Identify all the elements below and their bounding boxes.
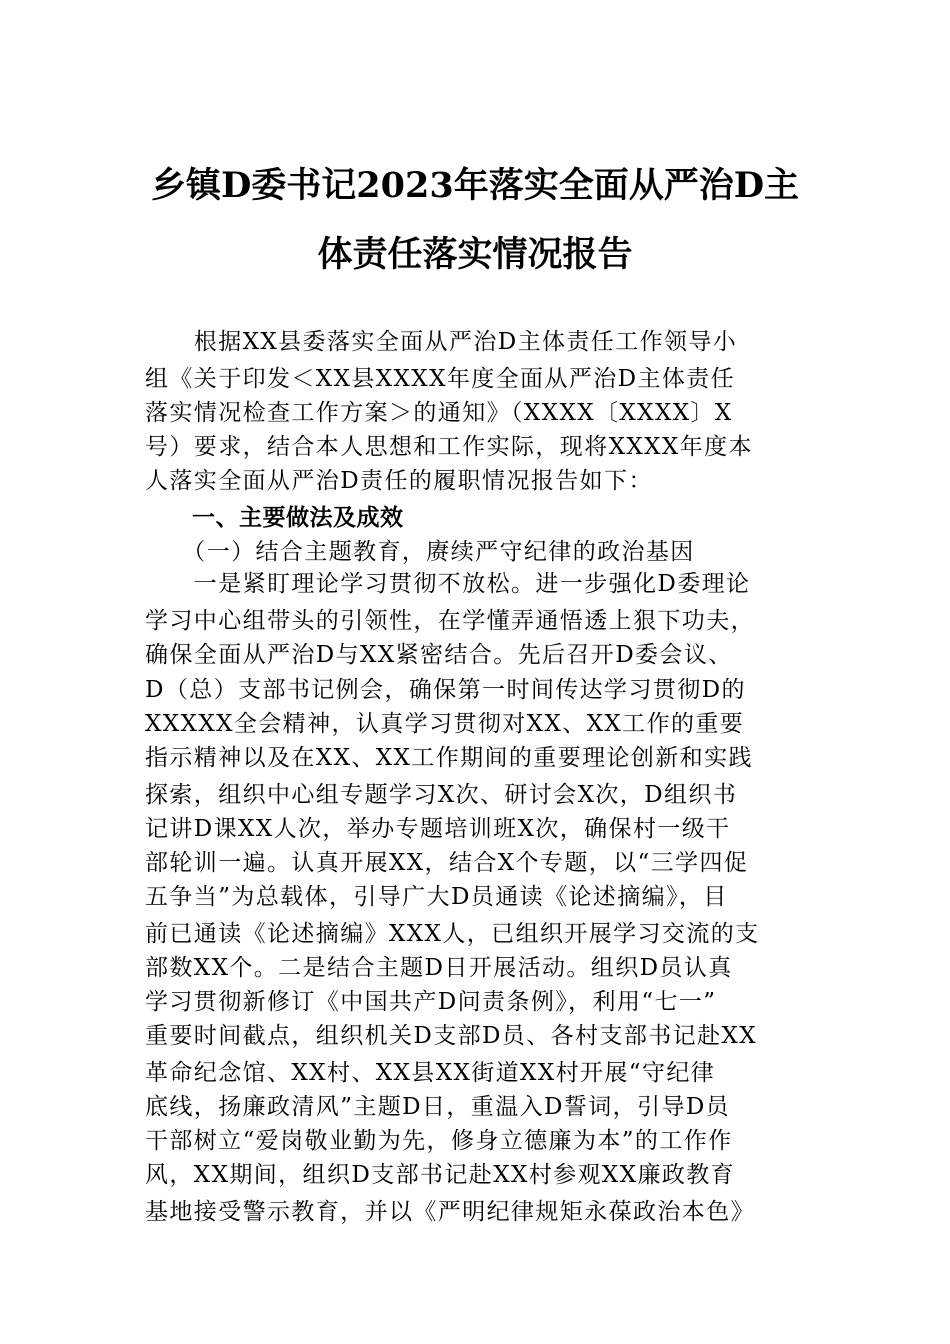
- body-line: 人落实全面从严治D责任的履职情况报告如下：: [145, 468, 653, 494]
- body-line: 学习中心组带头的引领性，在学懂弄通悟透上狠下功夫，: [145, 608, 755, 634]
- document-title-line-2: 体责任落实情况报告: [317, 234, 633, 275]
- body-line: 重要时间截点，组织机关D支部D员、各村支部书记赴XX: [145, 1023, 758, 1049]
- body-line: 部轮训一遍。认真开展XX，结合X个专题，以“三学四促: [145, 850, 749, 876]
- body-line: 一是紧盯理论学习贯彻不放松。进一步强化D委理论: [145, 571, 751, 597]
- body-line: 干部树立“爱岗敬业勤为先，修身立德廉为本”的工作作: [145, 1128, 733, 1154]
- body-line: XXXXX全会精神，认真学习贯彻对XX、XX工作的重要: [145, 711, 745, 737]
- body-line: 落实情况检查工作方案＞的通知》（XXXX〔XXXX〕X: [145, 400, 733, 426]
- body-line: 前已通读《论述摘编》XXX人，已组织开展学习交流的支: [145, 921, 760, 947]
- body-line: 部数XX个。二是结合主题D日开展活动。组织D员认真: [145, 955, 733, 981]
- subsection-heading: （一）结合主题教育，赓续严守纪律的政治基因: [145, 539, 695, 565]
- body-line: 风，XX期间，组织D支部书记赴XX村参观XX廉政教育: [145, 1162, 736, 1188]
- body-line: D（总）支部书记例会，确保第一时间传达学习贯彻D的: [145, 677, 746, 703]
- body-line: 五争当”为总载体，引导广大D员通读《论述摘编》，目: [145, 884, 728, 910]
- body-line: 组《关于印发＜XX县XXXX年度全面从严治D主体责任: [145, 366, 736, 392]
- body-line: 号）要求，结合本人思想和工作实际，现将XXXX年度本: [145, 434, 753, 460]
- body-line: 指示精神以及在XX、XX工作期间的重要理论创新和实践: [145, 745, 753, 771]
- body-line: 革命纪念馆、XX村、XX县XX街道XX村开展“守纪律: [145, 1060, 716, 1086]
- section-heading: 一、主要做法及成效: [145, 505, 404, 531]
- body-line: 基地接受警示教育，并以《严明纪律规矩永葆政治本色》: [145, 1199, 755, 1225]
- body-line: 学习贯彻新修订《中国共产D问责条例》，利用“七一”: [145, 989, 717, 1015]
- body-line: 确保全面从严治D与XX紧密结合。先后召开D委会议、: [145, 642, 733, 668]
- document-title-line-1: 乡镇D委书记2023年落实全面从严治D主: [150, 165, 800, 206]
- body-line: 根据XX县委落实全面从严治D主体责任工作领导小: [145, 329, 738, 355]
- body-line: 探索，组织中心组专题学习X次、研讨会X次，D组织书: [145, 782, 738, 808]
- body-line: 底线，扬廉政清风”主题D日，重温入D誓词，引导D员: [145, 1094, 731, 1120]
- body-line: 记讲D课XX人次，举办专题培训班X次，确保村一级干: [145, 816, 731, 842]
